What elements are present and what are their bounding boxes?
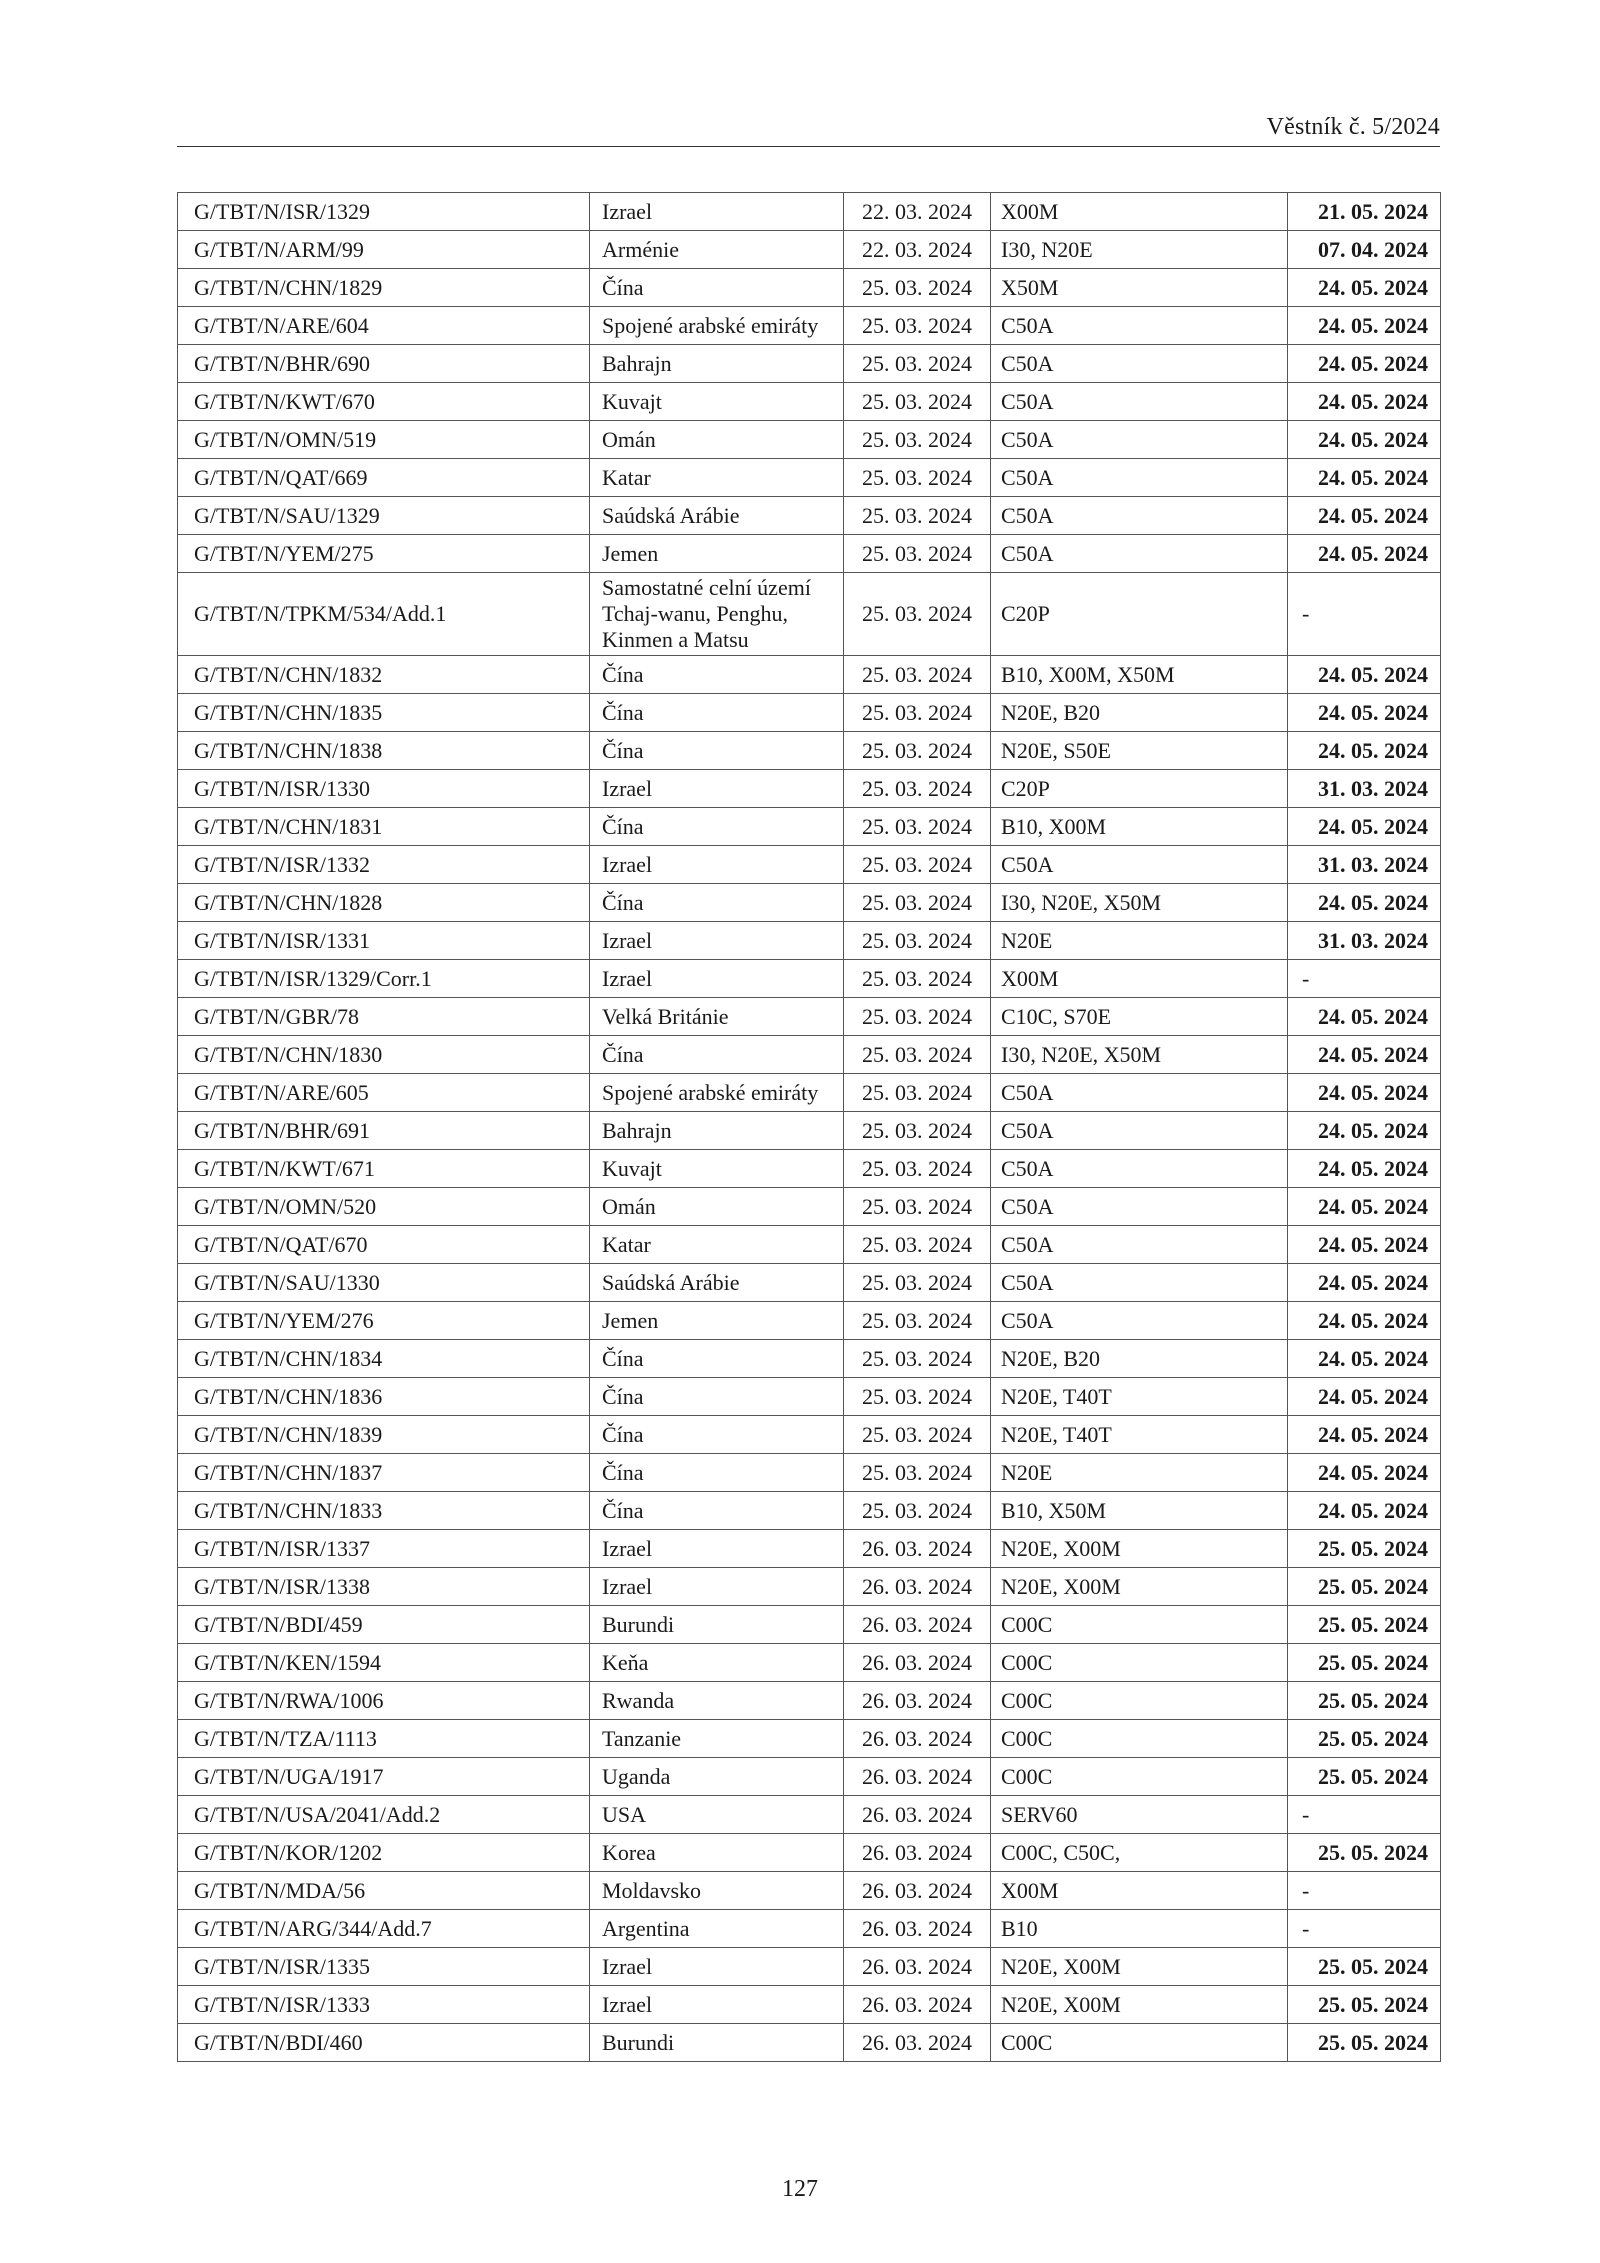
country-cell: Burundi <box>590 1606 844 1644</box>
notification-id-cell: G/TBT/N/KOR/1202 <box>178 1834 590 1872</box>
table-row <box>178 770 1441 808</box>
date-cell: 25. 03. 2024 <box>844 535 991 573</box>
country-cell: Čína <box>590 1454 844 1492</box>
country-cell: Keňa <box>590 1644 844 1682</box>
table-row <box>178 1872 1441 1910</box>
deadline-cell: 24. 05. 2024 <box>1288 1302 1441 1340</box>
notification-id-cell: G/TBT/N/CHN/1836 <box>178 1378 590 1416</box>
date-cell: 26. 03. 2024 <box>844 1606 991 1644</box>
notification-id-cell: G/TBT/N/YEM/275 <box>178 535 590 573</box>
date-cell: 25. 03. 2024 <box>844 1302 991 1340</box>
table-row <box>178 193 1441 231</box>
deadline-cell: 25. 05. 2024 <box>1288 1834 1441 1872</box>
ics-code-cell: C20P <box>991 573 1288 656</box>
deadline-cell: 24. 05. 2024 <box>1288 884 1441 922</box>
ics-code-cell: N20E, T40T <box>991 1378 1288 1416</box>
date-cell: 25. 03. 2024 <box>844 497 991 535</box>
date-cell: 25. 03. 2024 <box>844 383 991 421</box>
ics-code-cell: N20E, X00M <box>991 1530 1288 1568</box>
country-cell: Čína <box>590 884 844 922</box>
deadline-cell: 25. 05. 2024 <box>1288 1720 1441 1758</box>
ics-code-cell: C50A <box>991 1264 1288 1302</box>
deadline-cell: 25. 05. 2024 <box>1288 1530 1441 1568</box>
notification-id-cell: G/TBT/N/BDI/459 <box>178 1606 590 1644</box>
notification-id-cell: G/TBT/N/CHN/1830 <box>178 1036 590 1074</box>
ics-code-cell: C20P <box>991 770 1288 808</box>
deadline-cell: 24. 05. 2024 <box>1288 1378 1441 1416</box>
ics-code-cell: C00C, C50C, <box>991 1834 1288 1872</box>
ics-code-cell: C00C <box>991 2024 1288 2062</box>
table-row <box>178 1986 1441 2024</box>
ics-code-cell: I30, N20E, X50M <box>991 1036 1288 1074</box>
notifications-table-body <box>178 193 1441 2062</box>
notification-id-cell: G/TBT/N/CHN/1839 <box>178 1416 590 1454</box>
date-cell: 22. 03. 2024 <box>844 231 991 269</box>
notification-id-cell: G/TBT/N/KEN/1594 <box>178 1644 590 1682</box>
country-cell: Čína <box>590 1036 844 1074</box>
date-cell: 25. 03. 2024 <box>844 1036 991 1074</box>
deadline-cell: 25. 05. 2024 <box>1288 1986 1441 2024</box>
deadline-cell: 24. 05. 2024 <box>1288 694 1441 732</box>
ics-code-cell: X00M <box>991 960 1288 998</box>
notification-id-cell: G/TBT/N/QAT/669 <box>178 459 590 497</box>
date-cell: 25. 03. 2024 <box>844 1340 991 1378</box>
deadline-cell: 25. 05. 2024 <box>1288 1606 1441 1644</box>
deadline-cell: 24. 05. 2024 <box>1288 1264 1441 1302</box>
notification-id-cell: G/TBT/N/GBR/78 <box>178 998 590 1036</box>
notification-id-cell: G/TBT/N/YEM/276 <box>178 1302 590 1340</box>
ics-code-cell: B10, X00M <box>991 808 1288 846</box>
ics-code-cell: C50A <box>991 307 1288 345</box>
deadline-cell: - <box>1288 573 1441 656</box>
table-row <box>178 922 1441 960</box>
country-cell: Izrael <box>590 922 844 960</box>
ics-code-cell: N20E, S50E <box>991 732 1288 770</box>
date-cell: 25. 03. 2024 <box>844 1378 991 1416</box>
deadline-cell: - <box>1288 1910 1441 1948</box>
notification-id-cell: G/TBT/N/KWT/670 <box>178 383 590 421</box>
notification-id-cell: G/TBT/N/CHN/1832 <box>178 656 590 694</box>
date-cell: 25. 03. 2024 <box>844 1150 991 1188</box>
ics-code-cell: N20E, T40T <box>991 1416 1288 1454</box>
table-row <box>178 231 1441 269</box>
date-cell: 25. 03. 2024 <box>844 1454 991 1492</box>
country-cell: Katar <box>590 1226 844 1264</box>
country-cell: USA <box>590 1796 844 1834</box>
date-cell: 25. 03. 2024 <box>844 694 991 732</box>
deadline-cell: 24. 05. 2024 <box>1288 808 1441 846</box>
date-cell: 25. 03. 2024 <box>844 421 991 459</box>
deadline-cell: 31. 03. 2024 <box>1288 770 1441 808</box>
deadline-cell: - <box>1288 1796 1441 1834</box>
deadline-cell: 25. 05. 2024 <box>1288 1644 1441 1682</box>
date-cell: 26. 03. 2024 <box>844 1910 991 1948</box>
country-cell: Čína <box>590 694 844 732</box>
date-cell: 26. 03. 2024 <box>844 1720 991 1758</box>
ics-code-cell: C50A <box>991 1226 1288 1264</box>
table-row <box>178 1720 1441 1758</box>
ics-code-cell: B10, X00M, X50M <box>991 656 1288 694</box>
table-row <box>178 1036 1441 1074</box>
date-cell: 26. 03. 2024 <box>844 1758 991 1796</box>
ics-code-cell: C00C <box>991 1682 1288 1720</box>
date-cell: 25. 03. 2024 <box>844 922 991 960</box>
date-cell: 25. 03. 2024 <box>844 656 991 694</box>
notification-id-cell: G/TBT/N/MDA/56 <box>178 1872 590 1910</box>
country-cell: Čína <box>590 1492 844 1530</box>
ics-code-cell: C50A <box>991 1188 1288 1226</box>
table-row <box>178 1264 1441 1302</box>
date-cell: 26. 03. 2024 <box>844 1644 991 1682</box>
notification-id-cell: G/TBT/N/BHR/691 <box>178 1112 590 1150</box>
deadline-cell: 24. 05. 2024 <box>1288 307 1441 345</box>
country-cell: Izrael <box>590 193 844 231</box>
notifications-table <box>177 192 1441 2062</box>
table-row <box>178 1454 1441 1492</box>
deadline-cell: 24. 05. 2024 <box>1288 345 1441 383</box>
ics-code-cell: C00C <box>991 1720 1288 1758</box>
notification-id-cell: G/TBT/N/CHN/1828 <box>178 884 590 922</box>
deadline-cell: - <box>1288 1872 1441 1910</box>
date-cell: 26. 03. 2024 <box>844 1986 991 2024</box>
ics-code-cell: C50A <box>991 1074 1288 1112</box>
deadline-cell: 24. 05. 2024 <box>1288 656 1441 694</box>
deadline-cell: 25. 05. 2024 <box>1288 1758 1441 1796</box>
table-row <box>178 1796 1441 1834</box>
deadline-cell: 24. 05. 2024 <box>1288 1454 1441 1492</box>
notification-id-cell: G/TBT/N/CHN/1833 <box>178 1492 590 1530</box>
deadline-cell: 24. 05. 2024 <box>1288 1112 1441 1150</box>
ics-code-cell: N20E, X00M <box>991 1948 1288 1986</box>
table-row <box>178 459 1441 497</box>
country-cell: Izrael <box>590 960 844 998</box>
ics-code-cell: B10, X50M <box>991 1492 1288 1530</box>
country-cell: Uganda <box>590 1758 844 1796</box>
deadline-cell: 24. 05. 2024 <box>1288 1074 1441 1112</box>
ics-code-cell: X00M <box>991 1872 1288 1910</box>
notification-id-cell: G/TBT/N/TZA/1113 <box>178 1720 590 1758</box>
ics-code-cell: C50A <box>991 1150 1288 1188</box>
country-cell: Čína <box>590 656 844 694</box>
deadline-cell: 24. 05. 2024 <box>1288 1150 1441 1188</box>
ics-code-cell: C10C, S70E <box>991 998 1288 1036</box>
table-row <box>178 656 1441 694</box>
country-cell: Jemen <box>590 1302 844 1340</box>
ics-code-cell: C50A <box>991 383 1288 421</box>
notification-id-cell: G/TBT/N/OMN/519 <box>178 421 590 459</box>
notification-id-cell: G/TBT/N/ISR/1335 <box>178 1948 590 1986</box>
table-row <box>178 960 1441 998</box>
deadline-cell: 25. 05. 2024 <box>1288 1948 1441 1986</box>
notification-id-cell: G/TBT/N/CHN/1829 <box>178 269 590 307</box>
notification-id-cell: G/TBT/N/QAT/670 <box>178 1226 590 1264</box>
table-row <box>178 1606 1441 1644</box>
deadline-cell: 24. 05. 2024 <box>1288 998 1441 1036</box>
date-cell: 25. 03. 2024 <box>844 1416 991 1454</box>
deadline-cell: 24. 05. 2024 <box>1288 1226 1441 1264</box>
deadline-cell: 24. 05. 2024 <box>1288 1188 1441 1226</box>
ics-code-cell: C50A <box>991 1112 1288 1150</box>
ics-code-cell: C50A <box>991 345 1288 383</box>
date-cell: 25. 03. 2024 <box>844 770 991 808</box>
notification-id-cell: G/TBT/N/TPKM/534/Add.1 <box>178 573 590 656</box>
notification-id-cell: G/TBT/N/ISR/1338 <box>178 1568 590 1606</box>
country-cell: Izrael <box>590 770 844 808</box>
date-cell: 25. 03. 2024 <box>844 884 991 922</box>
notification-id-cell: G/TBT/N/ARG/344/Add.7 <box>178 1910 590 1948</box>
ics-code-cell: SERV60 <box>991 1796 1288 1834</box>
deadline-cell: 24. 05. 2024 <box>1288 421 1441 459</box>
table-row <box>178 1112 1441 1150</box>
table-row <box>178 808 1441 846</box>
notification-id-cell: G/TBT/N/CHN/1838 <box>178 732 590 770</box>
table-row <box>178 1074 1441 1112</box>
ics-code-cell: C50A <box>991 497 1288 535</box>
deadline-cell: 07. 04. 2024 <box>1288 231 1441 269</box>
ics-code-cell: C00C <box>991 1758 1288 1796</box>
country-cell: Jemen <box>590 535 844 573</box>
notification-id-cell: G/TBT/N/SAU/1329 <box>178 497 590 535</box>
country-cell: Omán <box>590 421 844 459</box>
country-cell: Korea <box>590 1834 844 1872</box>
table-row <box>178 1340 1441 1378</box>
date-cell: 26. 03. 2024 <box>844 1834 991 1872</box>
notification-id-cell: G/TBT/N/ARE/605 <box>178 1074 590 1112</box>
country-cell: Čína <box>590 1340 844 1378</box>
date-cell: 25. 03. 2024 <box>844 846 991 884</box>
notification-id-cell: G/TBT/N/BHR/690 <box>178 345 590 383</box>
notification-id-cell: G/TBT/N/ISR/1329 <box>178 193 590 231</box>
deadline-cell: 25. 05. 2024 <box>1288 2024 1441 2062</box>
date-cell: 26. 03. 2024 <box>844 1948 991 1986</box>
date-cell: 26. 03. 2024 <box>844 1682 991 1720</box>
date-cell: 25. 03. 2024 <box>844 1226 991 1264</box>
date-cell: 25. 03. 2024 <box>844 1492 991 1530</box>
ics-code-cell: N20E <box>991 1454 1288 1492</box>
page-header <box>177 108 1440 147</box>
date-cell: 25. 03. 2024 <box>844 269 991 307</box>
ics-code-cell: C50A <box>991 421 1288 459</box>
country-cell: Čína <box>590 808 844 846</box>
ics-code-cell: N20E <box>991 922 1288 960</box>
table-row <box>178 1948 1441 1986</box>
table-row <box>178 269 1441 307</box>
ics-code-cell: I30, N20E, X50M <box>991 884 1288 922</box>
table-row <box>178 1834 1441 1872</box>
country-cell: Čína <box>590 269 844 307</box>
country-cell: Tanzanie <box>590 1720 844 1758</box>
deadline-cell: 24. 05. 2024 <box>1288 1492 1441 1530</box>
notification-id-cell: G/TBT/N/USA/2041/Add.2 <box>178 1796 590 1834</box>
table-row <box>178 1188 1441 1226</box>
date-cell: 25. 03. 2024 <box>844 459 991 497</box>
table-row <box>178 1226 1441 1264</box>
deadline-cell: - <box>1288 960 1441 998</box>
notification-id-cell: G/TBT/N/ISR/1329/Corr.1 <box>178 960 590 998</box>
deadline-cell: 25. 05. 2024 <box>1288 1568 1441 1606</box>
country-cell: Moldavsko <box>590 1872 844 1910</box>
table-row <box>178 1378 1441 1416</box>
country-cell: Izrael <box>590 1568 844 1606</box>
ics-code-cell: N20E, B20 <box>991 1340 1288 1378</box>
date-cell: 26. 03. 2024 <box>844 1568 991 1606</box>
table-row <box>178 846 1441 884</box>
notification-id-cell: G/TBT/N/RWA/1006 <box>178 1682 590 1720</box>
table-row <box>178 383 1441 421</box>
country-cell: Kuvajt <box>590 383 844 421</box>
deadline-cell: 24. 05. 2024 <box>1288 383 1441 421</box>
country-cell: Izrael <box>590 1986 844 2024</box>
date-cell: 26. 03. 2024 <box>844 2024 991 2062</box>
ics-code-cell: C50A <box>991 535 1288 573</box>
deadline-cell: 31. 03. 2024 <box>1288 846 1441 884</box>
table-row <box>178 884 1441 922</box>
bulletin-title: Věstník č. 5/2024 <box>1266 114 1440 140</box>
notification-id-cell: G/TBT/N/BDI/460 <box>178 2024 590 2062</box>
table-row <box>178 1758 1441 1796</box>
date-cell: 25. 03. 2024 <box>844 998 991 1036</box>
deadline-cell: 25. 05. 2024 <box>1288 1682 1441 1720</box>
date-cell: 25. 03. 2024 <box>844 1264 991 1302</box>
table-row <box>178 497 1441 535</box>
notification-id-cell: G/TBT/N/ISR/1332 <box>178 846 590 884</box>
country-cell: Bahrajn <box>590 1112 844 1150</box>
country-cell: Velká Británie <box>590 998 844 1036</box>
date-cell: 25. 03. 2024 <box>844 1188 991 1226</box>
notification-id-cell: G/TBT/N/CHN/1837 <box>178 1454 590 1492</box>
date-cell: 26. 03. 2024 <box>844 1530 991 1568</box>
page-number: 127 <box>782 2176 818 2202</box>
table-row <box>178 1682 1441 1720</box>
ics-code-cell: C50A <box>991 1302 1288 1340</box>
deadline-cell: 24. 05. 2024 <box>1288 732 1441 770</box>
deadline-cell: 24. 05. 2024 <box>1288 269 1441 307</box>
notification-id-cell: G/TBT/N/SAU/1330 <box>178 1264 590 1302</box>
notification-id-cell: G/TBT/N/CHN/1835 <box>178 694 590 732</box>
table-row <box>178 345 1441 383</box>
deadline-cell: 24. 05. 2024 <box>1288 1340 1441 1378</box>
ics-code-cell: N20E, B20 <box>991 694 1288 732</box>
table-row <box>178 573 1441 656</box>
ics-code-cell: C50A <box>991 459 1288 497</box>
date-cell: 25. 03. 2024 <box>844 960 991 998</box>
table-row <box>178 1910 1441 1948</box>
country-cell: Burundi <box>590 2024 844 2062</box>
date-cell: 25. 03. 2024 <box>844 1074 991 1112</box>
table-row <box>178 1302 1441 1340</box>
table-row <box>178 1416 1441 1454</box>
date-cell: 25. 03. 2024 <box>844 808 991 846</box>
notification-id-cell: G/TBT/N/ISR/1330 <box>178 770 590 808</box>
ics-code-cell: N20E, X00M <box>991 1986 1288 2024</box>
notification-id-cell: G/TBT/N/ISR/1331 <box>178 922 590 960</box>
ics-code-cell: C00C <box>991 1606 1288 1644</box>
notification-id-cell: G/TBT/N/UGA/1917 <box>178 1758 590 1796</box>
country-cell: Čína <box>590 1378 844 1416</box>
date-cell: 22. 03. 2024 <box>844 193 991 231</box>
ics-code-cell: X00M <box>991 193 1288 231</box>
notification-id-cell: G/TBT/N/CHN/1834 <box>178 1340 590 1378</box>
deadline-cell: 24. 05. 2024 <box>1288 1416 1441 1454</box>
country-cell: Bahrajn <box>590 345 844 383</box>
deadline-cell: 31. 03. 2024 <box>1288 922 1441 960</box>
table-row <box>178 1492 1441 1530</box>
ics-code-cell: N20E, X00M <box>991 1568 1288 1606</box>
deadline-cell: 24. 05. 2024 <box>1288 497 1441 535</box>
date-cell: 25. 03. 2024 <box>844 1112 991 1150</box>
date-cell: 25. 03. 2024 <box>844 573 991 656</box>
table-row <box>178 1530 1441 1568</box>
country-cell: Izrael <box>590 846 844 884</box>
country-cell: Kuvajt <box>590 1150 844 1188</box>
ics-code-cell: I30, N20E <box>991 231 1288 269</box>
deadline-cell: 24. 05. 2024 <box>1288 535 1441 573</box>
country-cell: Izrael <box>590 1948 844 1986</box>
country-cell: Spojené arabské emiráty <box>590 1074 844 1112</box>
country-cell: Saúdská Arábie <box>590 1264 844 1302</box>
country-cell: Katar <box>590 459 844 497</box>
country-cell: Spojené arabské emiráty <box>590 307 844 345</box>
ics-code-cell: X50M <box>991 269 1288 307</box>
table-row <box>178 732 1441 770</box>
table-row <box>178 2024 1441 2062</box>
country-cell: Čína <box>590 732 844 770</box>
table-row <box>178 1644 1441 1682</box>
deadline-cell: 24. 05. 2024 <box>1288 1036 1441 1074</box>
notification-id-cell: G/TBT/N/ARM/99 <box>178 231 590 269</box>
notification-id-cell: G/TBT/N/ISR/1333 <box>178 1986 590 2024</box>
deadline-cell: 21. 05. 2024 <box>1288 193 1441 231</box>
table-row <box>178 421 1441 459</box>
ics-code-cell: C00C <box>991 1644 1288 1682</box>
table-row <box>178 535 1441 573</box>
country-cell: Čína <box>590 1416 844 1454</box>
table-row <box>178 307 1441 345</box>
date-cell: 26. 03. 2024 <box>844 1796 991 1834</box>
notification-id-cell: G/TBT/N/KWT/671 <box>178 1150 590 1188</box>
date-cell: 25. 03. 2024 <box>844 732 991 770</box>
ics-code-cell: C50A <box>991 846 1288 884</box>
notification-id-cell: G/TBT/N/CHN/1831 <box>178 808 590 846</box>
table-row <box>178 1568 1441 1606</box>
country-cell: Saúdská Arábie <box>590 497 844 535</box>
table-row <box>178 1150 1441 1188</box>
date-cell: 26. 03. 2024 <box>844 1872 991 1910</box>
table-row <box>178 694 1441 732</box>
date-cell: 25. 03. 2024 <box>844 345 991 383</box>
notification-id-cell: G/TBT/N/ARE/604 <box>178 307 590 345</box>
country-cell: Argentina <box>590 1910 844 1948</box>
country-cell: Omán <box>590 1188 844 1226</box>
date-cell: 25. 03. 2024 <box>844 307 991 345</box>
notification-id-cell: G/TBT/N/OMN/520 <box>178 1188 590 1226</box>
notification-id-cell: G/TBT/N/ISR/1337 <box>178 1530 590 1568</box>
table-row <box>178 998 1441 1036</box>
country-cell: Samostatné celní území Tchaj-wanu, Penghu, Kinmen a Matsu <box>590 573 844 656</box>
country-cell: Arménie <box>590 231 844 269</box>
country-cell: Rwanda <box>590 1682 844 1720</box>
country-cell: Izrael <box>590 1530 844 1568</box>
ics-code-cell: B10 <box>991 1910 1288 1948</box>
deadline-cell: 24. 05. 2024 <box>1288 459 1441 497</box>
